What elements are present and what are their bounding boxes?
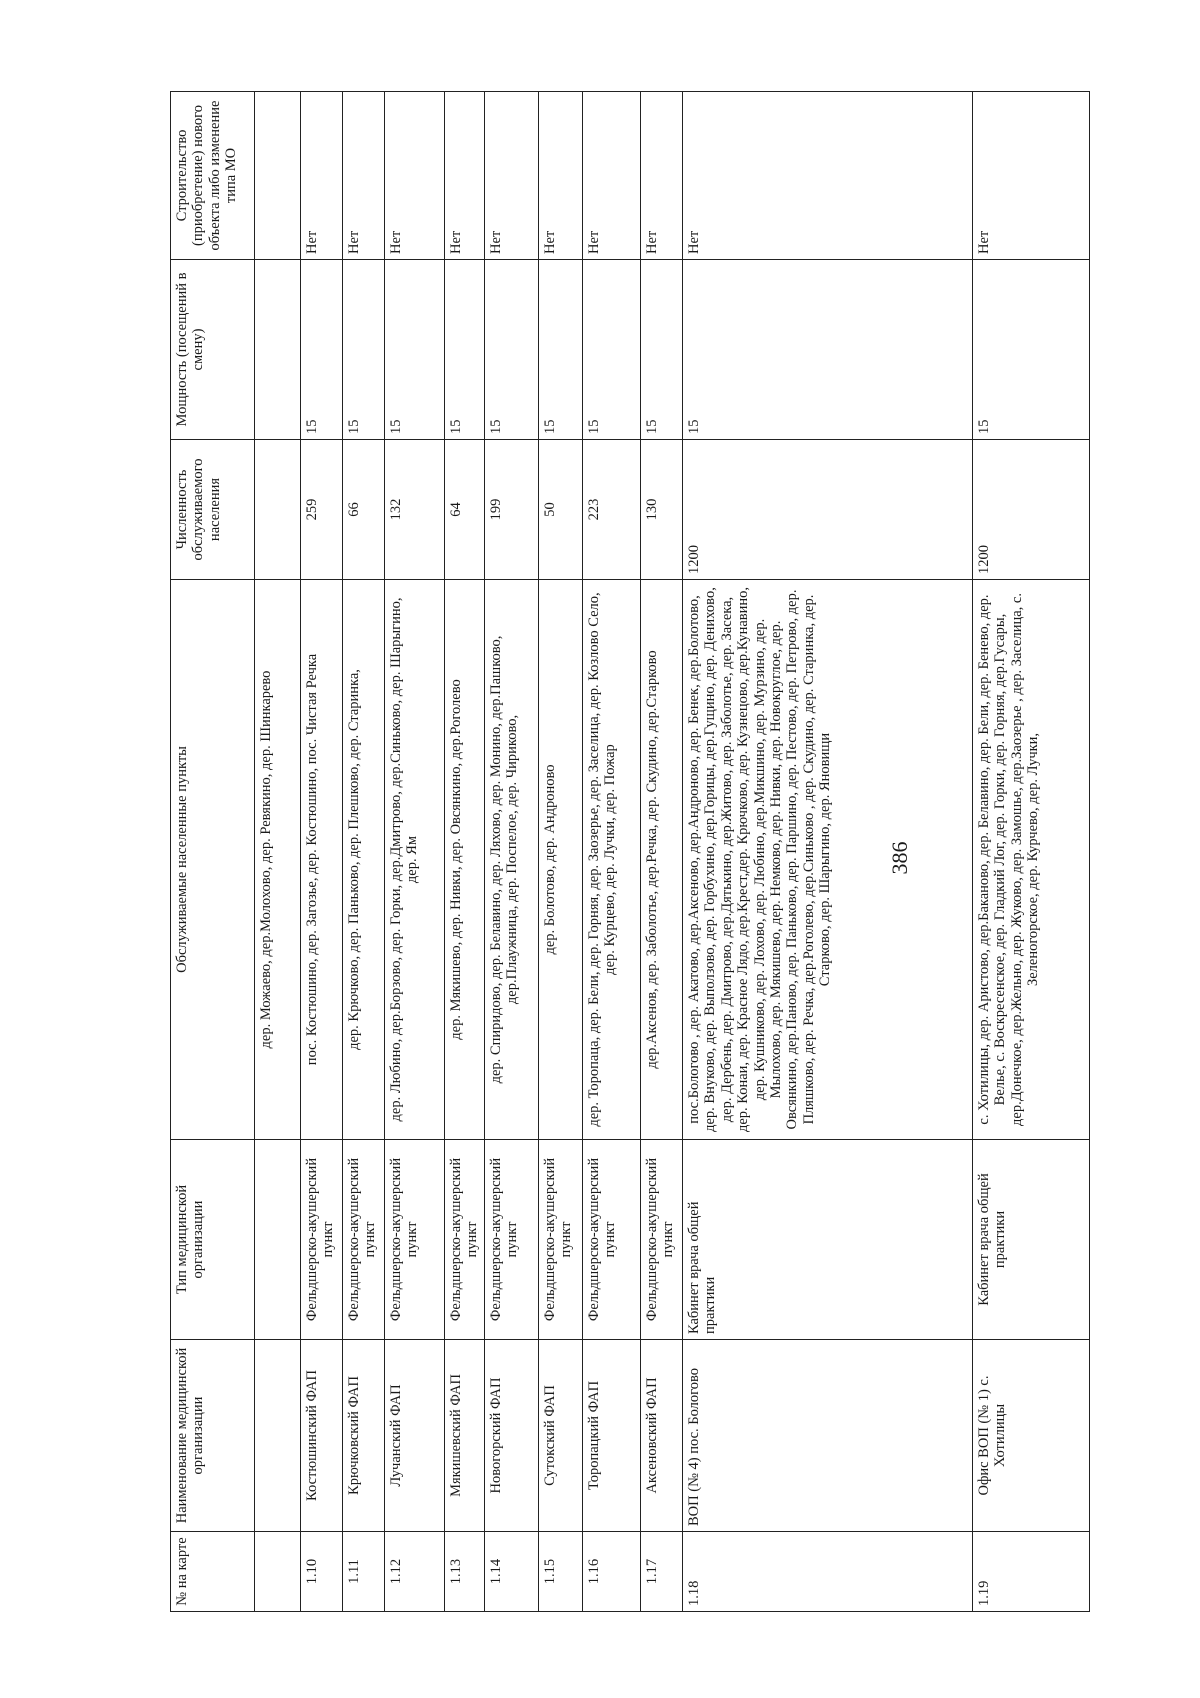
cell-capacity: 15 — [973, 260, 1090, 440]
cell-population: 64 — [445, 440, 485, 580]
cell-capacity: 15 — [683, 260, 973, 440]
cell-capacity: 15 — [301, 260, 343, 440]
cell-name: Крючковский ФАП — [343, 1340, 385, 1532]
cell-capacity: 15 — [641, 260, 683, 440]
cell-construction: Нет — [485, 92, 539, 260]
cell-construction: Нет — [683, 92, 973, 260]
cell-capacity: 15 — [485, 260, 539, 440]
cell-capacity: 15 — [583, 260, 641, 440]
cell-capacity: 15 — [539, 260, 583, 440]
page-number: 386 — [887, 841, 912, 875]
cell-capacity — [255, 260, 301, 440]
cell-construction: Нет — [973, 92, 1090, 260]
cell-type: Фельдшерско-акушерский пункт — [539, 1140, 583, 1340]
cell-num: 1.19 — [973, 1532, 1090, 1612]
table-row — [973, 92, 1090, 1612]
cell-population — [255, 440, 301, 580]
cell-population: 50 — [539, 440, 583, 580]
cell-num: 1.11 — [343, 1532, 385, 1612]
table-container — [170, 92, 1090, 1612]
cell-type — [255, 1140, 301, 1340]
table-row — [255, 92, 301, 1612]
table-row — [485, 92, 539, 1612]
cell-population: 1200 — [683, 440, 973, 580]
table-row — [683, 92, 973, 1612]
cell-capacity: 15 — [343, 260, 385, 440]
cell-construction: Нет — [301, 92, 343, 260]
cell-name: Новогорский ФАП — [485, 1340, 539, 1532]
header-capacity: Мощность (посещений в смену) — [171, 260, 255, 440]
cell-num: 1.13 — [445, 1532, 485, 1612]
cell-settlements: дер. Крючково, дер. Паньково, дер. Плешково, дер. Старинка, — [343, 580, 385, 1140]
header-construction: Строительство (приобретение) нового объекта либо изменение типа МО — [171, 92, 255, 260]
cell-name: Мякишевский ФАП — [445, 1340, 485, 1532]
cell-name: Сутокский ФАП — [539, 1340, 583, 1532]
table-header-row — [171, 92, 255, 1612]
cell-settlements: дер.Аксенов, дер. Заболотье, дер.Речка, дер. Скудино, дер.Старково — [641, 580, 683, 1140]
cell-num: 1.16 — [583, 1532, 641, 1612]
cell-type: Кабинет врача общей практики — [973, 1140, 1090, 1340]
cell-settlements: пос. Костюшино, дер. Загозье, дер. Костюшино, пос. Чистая Речка — [301, 580, 343, 1140]
cell-construction: Нет — [641, 92, 683, 260]
cell-settlements: дер. Любино, дер.Борзово, дер. Горки, дер.Дмитрово, дер.Синьково, дер. Шарыгино, дер. Ям — [385, 580, 445, 1140]
table-row — [539, 92, 583, 1612]
header-settlements: Обслуживаемые населенные пункты — [171, 580, 255, 1140]
header-org-type: Тип медицинской организации — [171, 1140, 255, 1340]
table-row — [343, 92, 385, 1612]
cell-population: 1200 — [973, 440, 1090, 580]
cell-construction: Нет — [583, 92, 641, 260]
cell-type: Фельдшерско-акушерский пункт — [385, 1140, 445, 1340]
cell-population: 199 — [485, 440, 539, 580]
cell-settlements: дер. Мякишево, дер. Нивки, дер. Овсянкино, дер.Роголево — [445, 580, 485, 1140]
cell-construction: Нет — [539, 92, 583, 260]
cell-num: 1.12 — [385, 1532, 445, 1612]
cell-num: 1.10 — [301, 1532, 343, 1612]
cell-population: 132 — [385, 440, 445, 580]
cell-population: 130 — [641, 440, 683, 580]
cell-type: Фельдшерско-акушерский пункт — [583, 1140, 641, 1340]
cell-type: Фельдшерско-акушерский пункт — [343, 1140, 385, 1340]
cell-capacity: 15 — [445, 260, 485, 440]
cell-settlements: пос.Бологово , дер. Акатово, дер.Аксеново, дер.Андроново, дер. Бенек, дер.Болотово, дер. Внуково, дер. Выползово, дер. Горбухино, дер.Горицы, дер.Гущино, дер. Дениховo, дер. Дербень, дер. Дмитрово, дер.Дятькино, дер.Житово, дер. Заболотье, дер. Засека, дер. Конаи, дер. Красное Лядо, дер.Крест,дер. Крючково, дер. Кузнецово, дер.Кунавино, дер. Кушниково, дер. Лохово, дер. Любино, дер.Микшино, дер. Мурзино, дер. Мылохово, дер. Мякишево, дер. Немково, дер. Нивки, дер. Новокруглое, дер. Овсянкино, дер.Паново, дер. Паньково, дер. Паршино, дер. Пестово, дер. Петрово, дер. Пляшково, дер. Речка, дер.Роголево, дер.Синьково , дер. Скудино, дер. Старинка, дер. Старково, дер. Шарыгино, дер. Яновищи — [683, 580, 973, 1140]
cell-settlements: дер. Торопаца, дер. Бели, дер. Горняя, дер. Заозерье, дер. Заселица, дер. Козлово Село, дер. Курцево, дер. Лучки, дер. Пожар — [583, 580, 641, 1140]
cell-construction: Нет — [343, 92, 385, 260]
cell-population: 259 — [301, 440, 343, 580]
cell-settlements: дер. Болотово, дер. Андроново — [539, 580, 583, 1140]
cell-type: Фельдшерско-акушерский пункт — [445, 1140, 485, 1340]
cell-name: Торопацкий ФАП — [583, 1340, 641, 1532]
cell-name: Лучанский ФАП — [385, 1340, 445, 1532]
cell-population: 223 — [583, 440, 641, 580]
cell-construction: Нет — [385, 92, 445, 260]
cell-capacity: 15 — [385, 260, 445, 440]
table-row — [385, 92, 445, 1612]
header-population: Численность обслуживаемого населения — [171, 440, 255, 580]
cell-name: Костюшинский ФАП — [301, 1340, 343, 1532]
header-org-name: Наименование медицинской организации — [171, 1340, 255, 1532]
healthcare-facilities-table — [170, 91, 1090, 1612]
table-row — [301, 92, 343, 1612]
cell-settlements: дер. Спиридово, дер. Белавино, дер. Ляхово, дер. Монино, дер.Пашково, дер.Плаужница, дер. Поспелое, дер. Чириково, — [485, 580, 539, 1140]
cell-num — [255, 1532, 301, 1612]
header-map-number: № на карте — [171, 1532, 255, 1612]
cell-type: Фельдшерско-акушерский пункт — [301, 1140, 343, 1340]
cell-type: Кабинет врача общей практики — [683, 1140, 973, 1340]
table-row — [445, 92, 485, 1612]
cell-construction — [255, 92, 301, 260]
table-row — [641, 92, 683, 1612]
cell-name: ВОП (№ 4) пос. Бологово — [683, 1340, 973, 1532]
cell-num: 1.18 — [683, 1532, 973, 1612]
cell-population: 66 — [343, 440, 385, 580]
cell-num: 1.14 — [485, 1532, 539, 1612]
cell-type: Фельдшерско-акушерский пункт — [641, 1140, 683, 1340]
cell-settlements: дер. Можаево, дер.Молохово, дер. Ревякино, дер. Шинкарево — [255, 580, 301, 1140]
cell-settlements: с. Хотилицы, дер. Аристово, дер.Баканово, дер. Белавино, дер. Бели, дер. Бенево, дер. Велье, с. Воскресенское, дер. Гладкий Лог, дер. Горки, дер. Горняя, дер.Гусары, дер.Донечкое, дер.Жельно, дер. Жуково, дер. Замошье, дер.Заозерье , дер. Заселица, с. Зеленогорское, дер. Курчево, дер. Лучки, — [973, 580, 1090, 1140]
table-row — [583, 92, 641, 1612]
cell-name: Аксеновский ФАП — [641, 1340, 683, 1532]
cell-num: 1.15 — [539, 1532, 583, 1612]
cell-construction: Нет — [445, 92, 485, 260]
cell-name: Офис ВОП (№ 1) с. Хотилицы — [973, 1340, 1090, 1532]
cell-type: Фельдшерско-акушерский пункт — [485, 1140, 539, 1340]
cell-name — [255, 1340, 301, 1532]
cell-num: 1.17 — [641, 1532, 683, 1612]
